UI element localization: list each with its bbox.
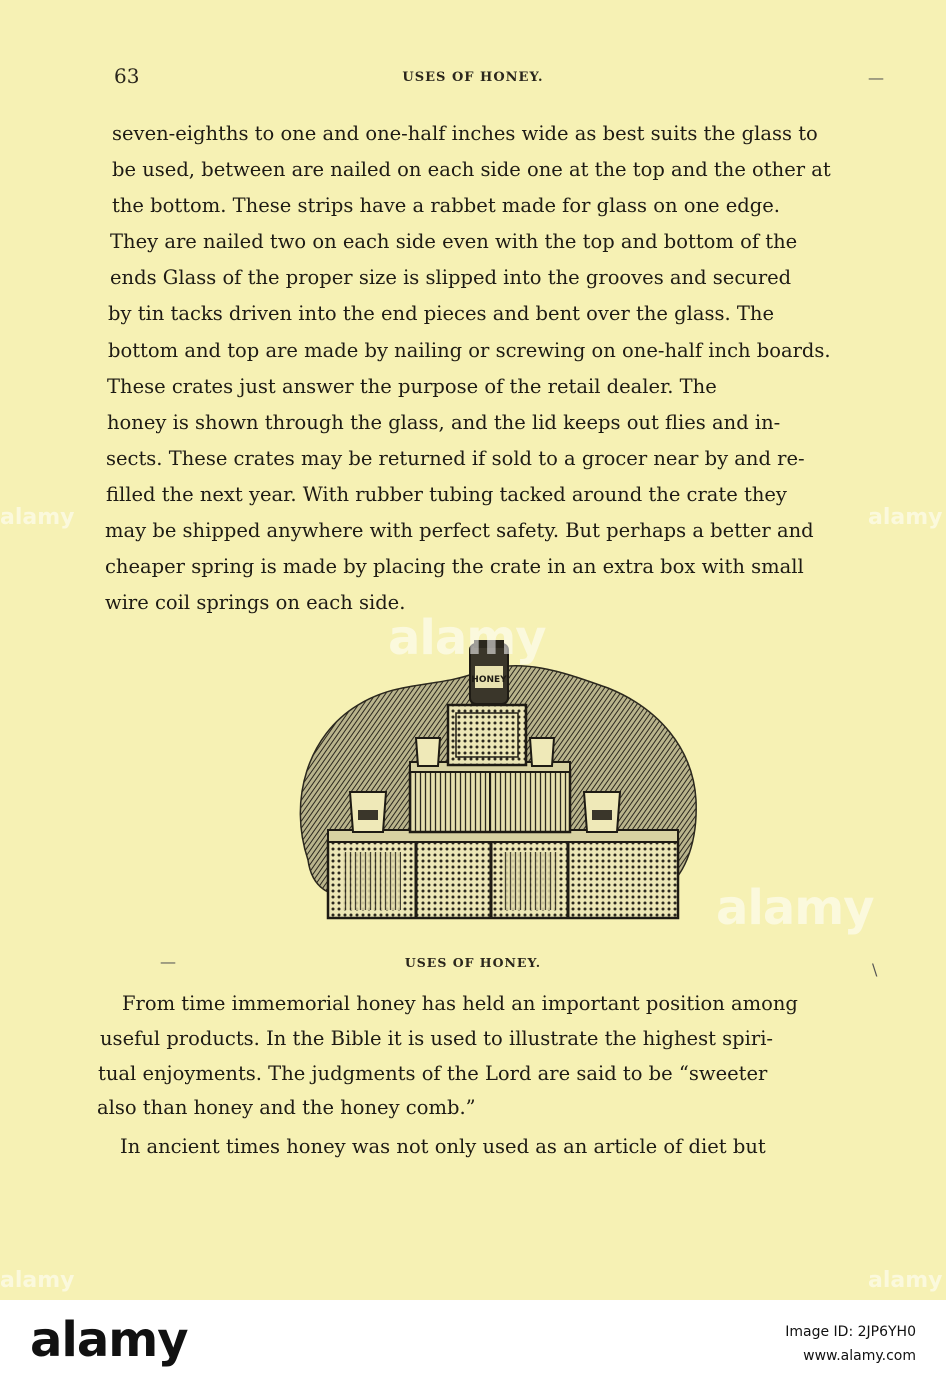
section-line: useful products. In the Bible it is used to illustrate the highest spiri- [100, 1027, 774, 1050]
body-line: honey is shown through the glass, and the lid keeps out flies and in- [107, 411, 781, 434]
brand-logo: alamy [30, 1312, 188, 1368]
body-line: the bottom. These strips have a rabbet made for glass on one edge. [112, 194, 780, 217]
body-line: be used, between are nailed on each side one at the top and the other at [112, 158, 831, 181]
body-line: by tin tacks driven into the end pieces and bent over the glass. The [108, 302, 774, 325]
stock-footer [0, 1300, 946, 1390]
jar-label: HONEY [471, 675, 507, 685]
section-line: From time immemorial honey has held an important position among [122, 992, 798, 1015]
margin-tick-mark: \ [872, 960, 878, 979]
margin-dash-mark: — [868, 68, 884, 87]
image-id: Image ID: 2JP6YH0 [785, 1324, 916, 1340]
watermark-center: alamy [388, 610, 546, 666]
section-line: In ancient times honey was not only used as an article of diet but [120, 1135, 766, 1158]
body-line: They are nailed two on each side even with the top and bottom of the [110, 230, 798, 253]
watermark-left: alamy [0, 505, 75, 530]
watermark-bottom-left: alamy [0, 1268, 75, 1293]
running-head [0, 64, 946, 92]
body-line: ends Glass of the proper size is slipped into the grooves and secured [110, 266, 792, 289]
body-line: seven-eighths to one and one-half inches wide as best suits the glass to [112, 122, 818, 145]
watermark-lower-right: alamy [716, 880, 874, 936]
body-line: These crates just answer the purpose of the retail dealer. The [107, 375, 717, 398]
body-line: wire coil springs on each side. [105, 591, 406, 614]
watermark-bottom-right: alamy [868, 1268, 943, 1293]
site-url[interactable]: www.alamy.com [803, 1348, 916, 1364]
watermark-right: alamy [868, 505, 943, 530]
body-line: may be shipped anywhere with perfect safety. But perhaps a better and [105, 519, 814, 542]
body-line: bottom and top are made by nailing or screwing on one-half inch boards. [108, 339, 831, 362]
page-number: 63 [114, 64, 140, 88]
honey-crates-engraving [288, 630, 698, 920]
section-line: also than honey and the honey comb.” [97, 1096, 476, 1119]
body-line: cheaper spring is made by placing the crate in an extra box with small [105, 555, 804, 578]
running-head-title: USES OF HONEY. [402, 70, 544, 85]
body-line: sects. These crates may be returned if sold to a grocer near by and re- [106, 447, 805, 470]
body-line: filled the next year. With rubber tubing tacked around the crate they [106, 483, 787, 506]
figure-caption: USES OF HONEY. [404, 955, 542, 970]
section-line: tual enjoyments. The judgments of the Lord are said to be “sweeter [98, 1062, 768, 1085]
margin-dash-mark: — [160, 952, 176, 971]
